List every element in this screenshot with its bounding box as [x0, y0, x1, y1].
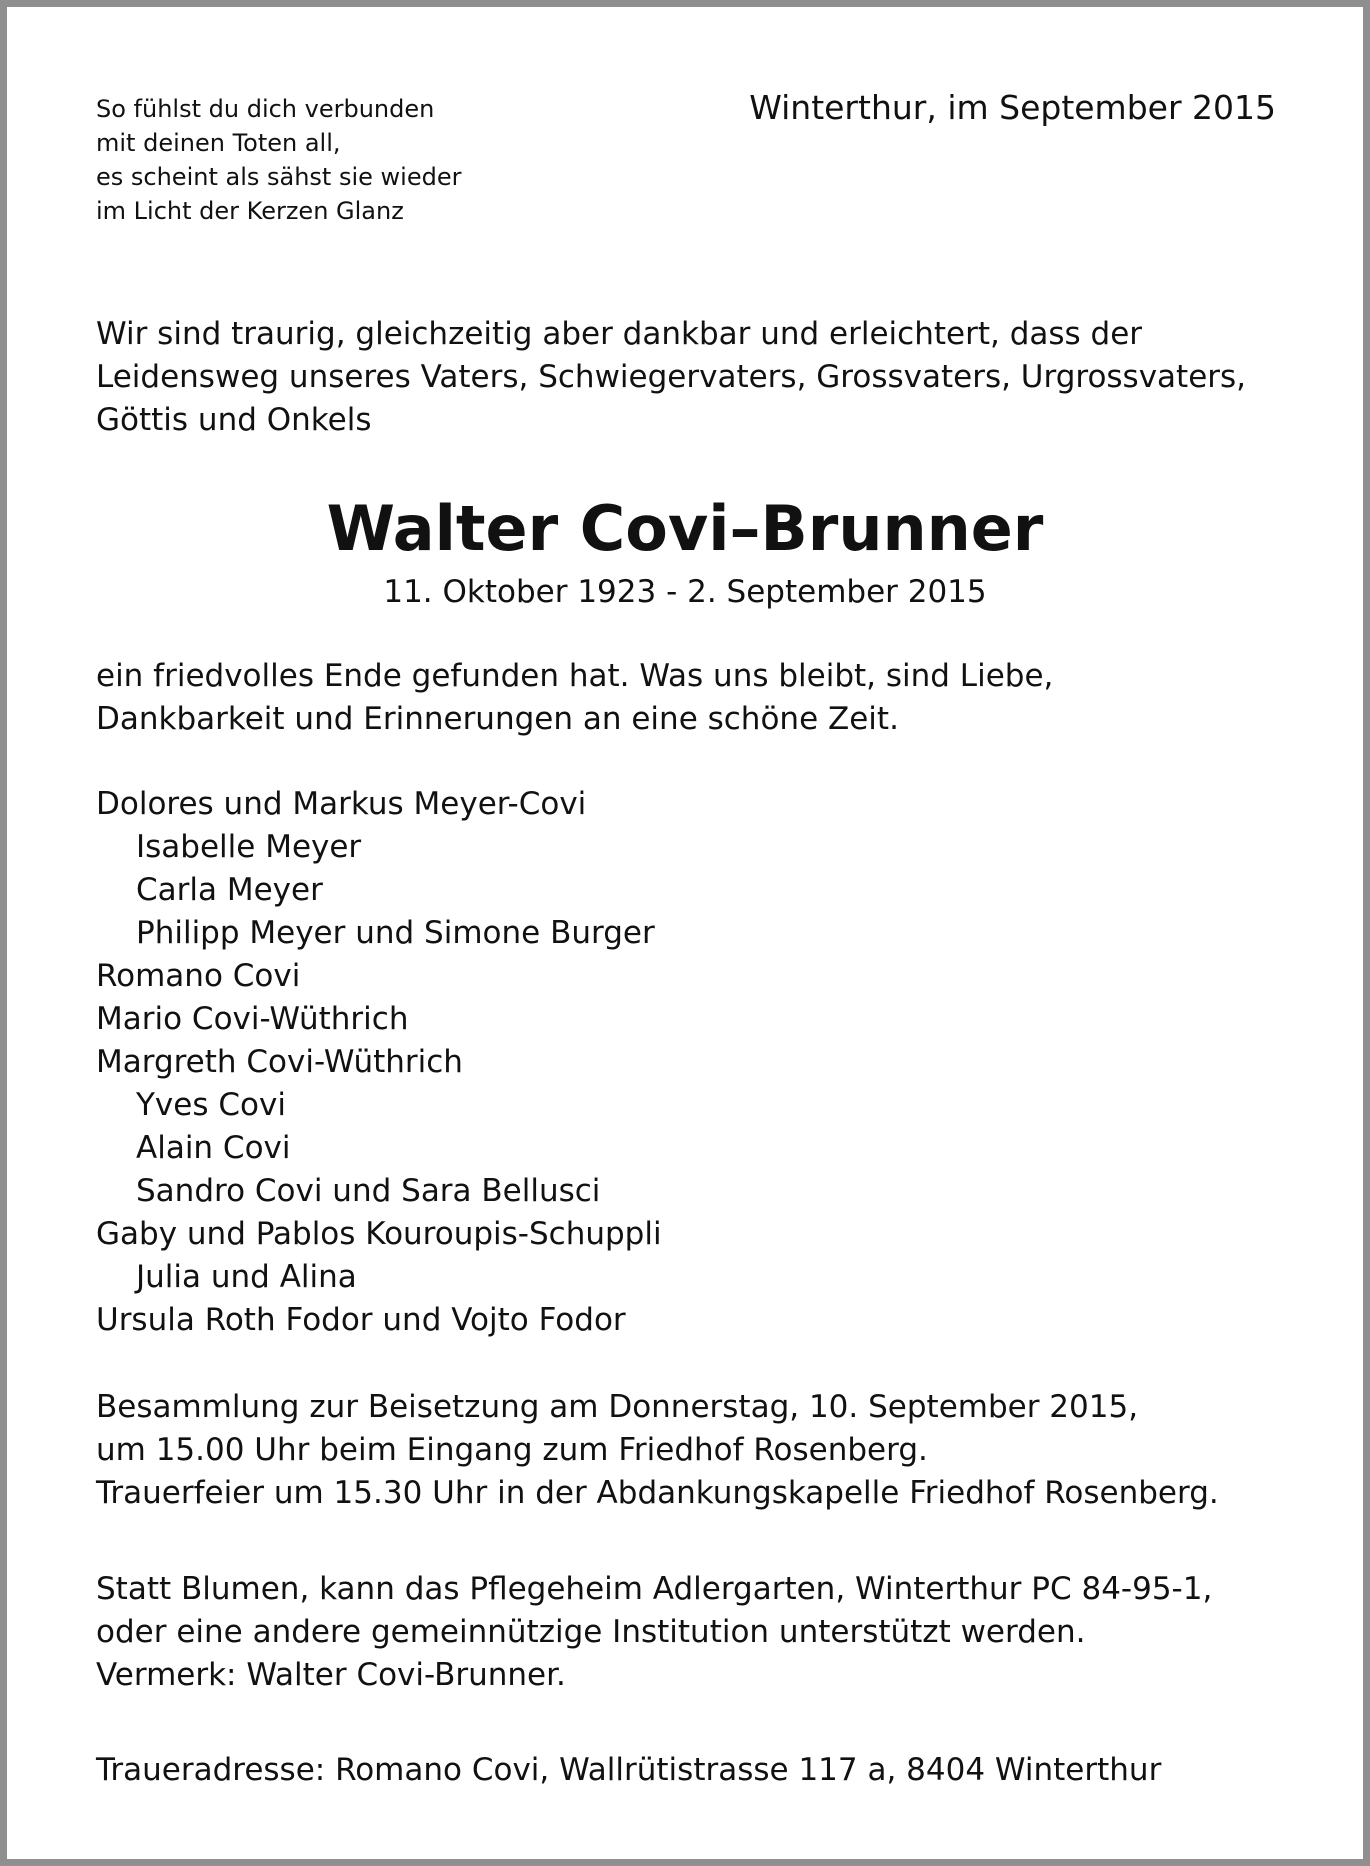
intro-line: Wir sind traurig, gleichzeitig aber dankbar und erleichtert, dass der [96, 316, 1143, 352]
deceased-name: Walter Covi–Brunner [326, 492, 1044, 565]
mourner: Gaby und Pablos Kouroupis-Schuppli [96, 1216, 662, 1252]
poem-line: es scheint als sähst sie wieder [96, 163, 462, 191]
mourner: Sandro Covi und Sara Bellusci [136, 1173, 601, 1209]
mourner: Dolores und Markus Meyer-Covi [96, 786, 587, 822]
mourner: Mario Covi-Wüthrich [96, 1001, 409, 1037]
closing-line: ein friedvolles Ende gefunden hat. Was uns bleibt, sind Liebe, [96, 658, 1054, 694]
intro-line: Leidensweg unseres Vaters, Schwiegervaters, Grossvaters, Urgrossvaters, [96, 359, 1247, 395]
mourner: Yves Covi [136, 1087, 286, 1123]
poem-line: mit deinen Toten all, [96, 129, 341, 157]
mourner: Philipp Meyer und Simone Burger [136, 915, 655, 951]
ceremony-info [96, 1386, 1219, 1515]
deceased-dates: 11. Oktober 1923 - 2. September 2015 [383, 574, 987, 610]
mourner: Julia und Alina [136, 1259, 357, 1295]
poem-line: So fühlst du dich verbunden [96, 95, 435, 123]
mourning-address [96, 1749, 1161, 1792]
poem [96, 92, 461, 228]
donation-line: Vermerk: Walter Covi-Brunner. [96, 1657, 566, 1693]
place-date: Winterthur, im September 2015 [749, 88, 1276, 127]
mourner: Margreth Covi-Wüthrich [96, 1044, 463, 1080]
mourner: Ursula Roth Fodor und Vojto Fodor [96, 1302, 626, 1338]
intro-line: Göttis und Onkels [96, 402, 372, 438]
poem-line: im Licht der Kerzen Glanz [96, 197, 404, 225]
mourner: Romano Covi [96, 958, 301, 994]
mourner: Carla Meyer [136, 872, 323, 908]
mourner: Isabelle Meyer [136, 829, 362, 865]
ceremony-line: Trauerfeier um 15.30 Uhr in der Abdankungskapelle Friedhof Rosenberg. [96, 1475, 1219, 1511]
ceremony-line: Besammlung zur Beisetzung am Donnerstag, 10. September 2015, [96, 1389, 1139, 1425]
mourners-list [96, 783, 662, 1342]
address-line: Traueradresse: Romano Covi, Wallrütistrasse 117 a, 8404 Winterthur [96, 1752, 1162, 1788]
donation-line: oder eine andere gemeinnützige Institution unterstützt werden. [96, 1614, 1086, 1650]
intro-text [96, 313, 1246, 442]
mourner: Alain Covi [136, 1130, 291, 1166]
donation-info [96, 1568, 1212, 1697]
donation-line: Statt Blumen, kann das Pflegeheim Adlergarten, Winterthur PC 84-95-1, [96, 1571, 1213, 1607]
closing-line: Dankbarkeit und Erinnerungen an eine schöne Zeit. [96, 701, 899, 737]
closing-text [96, 655, 1053, 741]
ceremony-line: um 15.00 Uhr beim Eingang zum Friedhof Rosenberg. [96, 1432, 928, 1468]
